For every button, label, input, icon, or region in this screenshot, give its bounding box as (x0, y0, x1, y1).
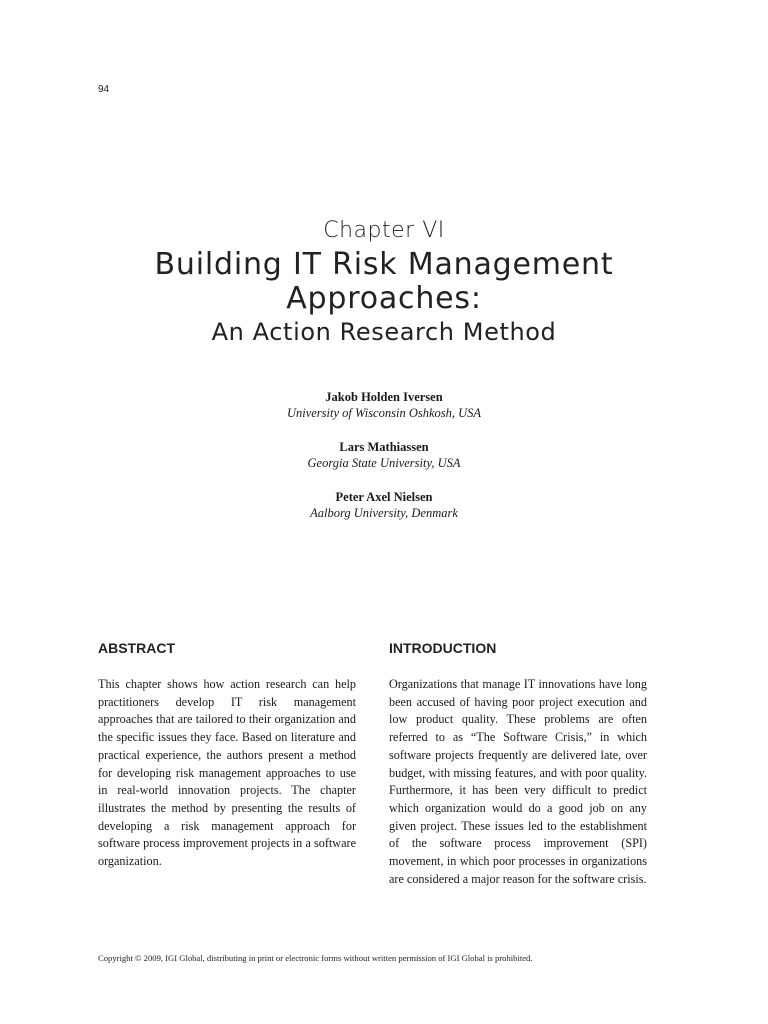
author-name: Lars Mathiassen (339, 440, 429, 454)
chapter-title: Building IT Risk Management Approaches: (154, 247, 614, 316)
chapter-header (0, 216, 768, 348)
author-entry (0, 439, 768, 471)
chapter-label: Chapter VI (323, 218, 445, 243)
abstract-section (98, 640, 356, 871)
introduction-heading: INTRODUCTION (389, 640, 497, 656)
copyright-notice: Copyright © 2009, IGI Global, distributing in print or electronic forms without written permission of IGI Global is prohibited. (98, 953, 533, 963)
author-affiliation: Aalborg University, Denmark (310, 506, 458, 520)
introduction-section (389, 640, 647, 888)
author-list (0, 389, 768, 539)
abstract-heading: ABSTRACT (98, 640, 175, 656)
author-affiliation: Georgia State University, USA (307, 456, 461, 470)
author-entry (0, 489, 768, 521)
chapter-subtitle: An Action Research Method (211, 318, 557, 346)
abstract-text: This chapter shows how action research can help practitioners develop IT risk management approaches that are tailored to their organization and the specific issues they face. Based on literature and practical experience, the authors present a method for developing risk management approaches to use in real-world innovation projects. The chapter illustrates the method by presenting the results of developing a risk management approach for software process improvement projects in a software organization. (98, 677, 356, 869)
author-entry (0, 389, 768, 421)
page-number: 94 (98, 84, 110, 95)
author-affiliation: University of Wisconsin Oshkosh, USA (286, 406, 482, 420)
author-name: Jakob Holden Iversen (325, 390, 443, 404)
author-name: Peter Axel Nielsen (335, 490, 433, 504)
introduction-text: Organizations that manage IT innovations have long been accused of having poor project execution and low product quality. These problems are often referred to as “The Software Crisis,” in which software projects frequently are delivered late, over budget, with missing features, and with poor quality. Furthermore, it has been very difficult to predict which organization would do a good job on any given project. These issues led to the establishment of the software process improvement (SPI) movement, in which poor processes in organizations are considered a major reason for the software crisis. (389, 677, 647, 886)
